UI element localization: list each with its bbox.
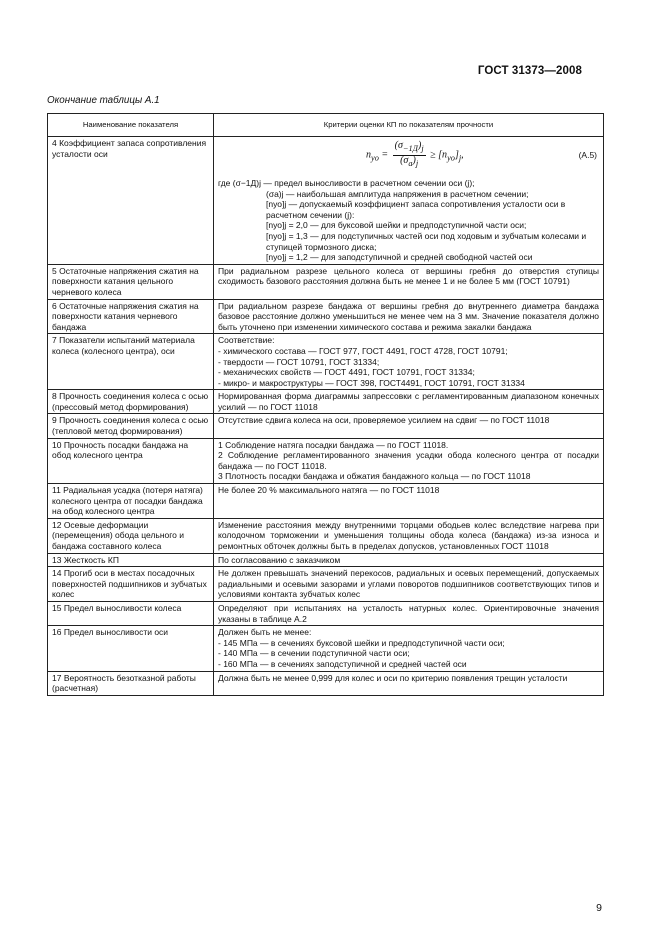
formula-expression: $n_{уо}$ = $\frac{(\sigma_{-1Д})_j}{(\sigma_a)_j}$ ≥ $[n_{уо}]_j$, xyxy=(366,140,464,168)
den-tail: ) xyxy=(412,154,416,166)
row-criteria: Отсутствие сдвига колеса на оси, проверяемое усилием на сдвиг — по ГОСТ 11018 xyxy=(214,414,604,438)
table-header-row xyxy=(48,114,604,137)
row-criteria: Не более 20 % максимального натяга — по ГОСТ 11018 xyxy=(214,484,604,519)
row-criteria: По согласованию с заказчиком xyxy=(214,553,604,567)
legend-line: [nуо]j = 1,2 — для заподступичной и средней свободной частей оси xyxy=(266,252,533,263)
table-row xyxy=(48,671,604,695)
row-criteria xyxy=(214,438,604,483)
row-name: 13 Жесткость КП xyxy=(48,553,214,567)
table-row xyxy=(48,518,604,553)
row-name: 4 Коэффициент запаса сопротивления усталости оси xyxy=(48,137,214,265)
header-indicator: Наименование показателя xyxy=(48,114,214,137)
row-name: 5 Остаточные напряжения сжатия на поверхности катания цельного черневого колеса xyxy=(48,264,214,299)
row-criteria: При радиальном разрезе цельного колеса от вершины гребня до отверстия ступицы сходимость базового расстояния должна быть не менее 1 и не более 5 мм (ГОСТ 10791) xyxy=(214,264,604,299)
equation-number: (А.5) xyxy=(578,150,597,160)
criteria-line: - твердости — ГОСТ 10791, ГОСТ 31334; xyxy=(218,356,380,367)
criteria-line: - 160 МПа — в сечениях заподступичной и средней частей оси xyxy=(218,658,467,669)
row-name: 6 Остаточные напряжения сжатия на поверхности катания черневого бандажа xyxy=(48,299,214,334)
row-name: 11 Радиальная усадка (потеря натяга) колесного центра от посадки бандажа на обод колесного центра xyxy=(48,484,214,519)
row-criteria: Должна быть не менее 0,999 для колес и оси по критерию появления трещин усталости xyxy=(214,671,604,695)
num-base: (σ xyxy=(394,140,403,151)
row-criteria xyxy=(214,334,604,390)
legend-line: [nуо]j = 2,0 — для буксовой шейки и предподступичной части оси; xyxy=(266,220,527,231)
row-criteria: Нормированная форма диаграммы запрессовки с регламентированным диапазоном конечных усилий — по ГОСТ 11018 xyxy=(214,390,604,414)
row-name: 8 Прочность соединения колеса с осью (прессовый метод формирования) xyxy=(48,390,214,414)
criteria-line: - механических свойств — ГОСТ 4491, ГОСТ 10791, ГОСТ 31334; xyxy=(218,367,475,378)
strength-criteria-table xyxy=(47,113,604,696)
formula-denominator xyxy=(393,156,426,170)
legend-line: (σa)j — наибольшая амплитуда напряжения в расчетном сечении; xyxy=(266,188,529,199)
num-tail: ) xyxy=(417,140,422,151)
row-name: 16 Предел выносливости оси xyxy=(48,626,214,671)
den-idx: j xyxy=(415,158,419,168)
document-code: ГОСТ 31373—2008 xyxy=(477,65,582,77)
criteria-line: - микро- и макроструктуры — ГОСТ 398, ГОСТ4491, ГОСТ 10791, ГОСТ 31334 xyxy=(218,377,525,388)
table-row xyxy=(48,553,604,567)
row-criteria: Изменение расстояния между внутренними торцами ободьев колес вследствие нагрева при колодочном торможении и уменьшения толщины обода колеса (бандажа) из-за износа и ремонтных обточек должны быть в пределах допусков, установленных ГОСТ 11018 xyxy=(214,518,604,553)
formula-rhs-idx: j xyxy=(458,153,462,163)
row-name: 14 Прогиб оси в местах посадочных поверхностей подшипников и зубчатых колес xyxy=(48,567,214,602)
table-row xyxy=(48,299,604,334)
table-row xyxy=(48,414,604,438)
row-name: 9 Прочность соединения колеса с осью (тепловой метод формирования) xyxy=(48,414,214,438)
criteria-line: 3 Плотность посадки бандажа и обжатия бандажного кольца — по ГОСТ 11018 xyxy=(218,471,531,482)
criteria-line: 1 Соблюдение натяга посадки бандажа — по ГОСТ 11018. xyxy=(218,439,449,450)
table-row xyxy=(48,484,604,519)
table-caption: Окончание таблицы А.1 xyxy=(47,95,160,106)
table-row xyxy=(48,137,604,265)
page-number: 9 xyxy=(596,902,602,914)
row-criteria: При радиальном разрезе бандажа от вершины гребня до внутреннего диаметра бандажа базовое расстояние должно уменьшиться не менее чем на 3 мм. Значение показателя должно быть уточнено при изменении химического состава и режима закалки бандажа xyxy=(214,299,604,334)
criteria-line: Должен быть не менее: xyxy=(218,627,312,638)
criteria-line: - 140 МПа — в сечении подступичной части оси; xyxy=(218,648,410,659)
formula-operator: ≥ xyxy=(430,149,436,161)
header-criteria: Критерии оценки КП по показателям прочности xyxy=(214,114,604,137)
legend-line: [nуо]j — допускаемый коэффициент запаса сопротивления усталости оси в расчетном сечении (j): xyxy=(266,199,566,220)
formula-rhs-tail: ] xyxy=(454,149,459,161)
formula-fraction xyxy=(393,141,426,169)
row-name: 10 Прочность посадки бандажа на обод колесного центра xyxy=(48,438,214,483)
row-name: 7 Показатели испытаний материала колеса (колесного центра), оси xyxy=(48,334,214,390)
table-row xyxy=(48,626,604,671)
row-criteria xyxy=(214,137,604,265)
row-name: 12 Осевые деформации (перемещения) обода цельного и бандажа составного колеса xyxy=(48,518,214,553)
formula-trail: , xyxy=(461,149,464,161)
formula-lhs-sub: уо xyxy=(371,153,379,163)
criteria-line: - химического состава — ГОСТ 977, ГОСТ 4491, ГОСТ 4728, ГОСТ 10791; xyxy=(218,345,508,356)
formula-rhs: [n xyxy=(438,149,448,161)
criteria-line: Соответствие: xyxy=(218,335,275,346)
formula-numerator xyxy=(393,141,426,156)
row-criteria: Определяют при испытаниях на усталость натурных колес. Ориентировочные значения указаны в таблице А.2 xyxy=(214,601,604,625)
row-name: 17 Вероятность безотказной работы (расчетная) xyxy=(48,671,214,695)
num-sub: −1Д xyxy=(402,144,418,153)
formula-a5 xyxy=(218,138,599,178)
row-criteria xyxy=(214,626,604,671)
row-criteria: Не должен превышать значений перекосов, радиальных и осевых перемещений, допускаемых радиальными и осевыми зазорами и углами поворотов подшипников соответствующих типов и условиями контакта зубчатых колес xyxy=(214,567,604,602)
num-idx: j xyxy=(421,144,424,153)
row-name: 15 Предел выносливости колеса xyxy=(48,601,214,625)
table-row xyxy=(48,567,604,602)
den-base: (σ xyxy=(400,154,409,166)
criteria-line: 2 Соблюдение регламентированного значения усадки обода колесного центра от посадки бандажа — по ГОСТ 11018. xyxy=(218,450,599,471)
legend-line: [nуо]j = 1,3 — для подступичных частей оси под ходовым и зубчатым колесами и ступицей тормозного диска; xyxy=(266,230,587,252)
table-row xyxy=(48,264,604,299)
legend-line: где (σ−1Д)j — предел выносливости в расчетном сечении оси (j); xyxy=(218,178,475,188)
table-row xyxy=(48,390,604,414)
den-sub: a xyxy=(408,158,413,168)
criteria-line: - 145 МПа — в сечениях буксовой шейки и предподступичной части оси; xyxy=(218,637,505,648)
formula-lhs: n xyxy=(366,149,371,161)
formula-rhs-sub: уо xyxy=(447,153,455,163)
table-row xyxy=(48,334,604,390)
table-row xyxy=(48,601,604,625)
table-row xyxy=(48,438,604,483)
